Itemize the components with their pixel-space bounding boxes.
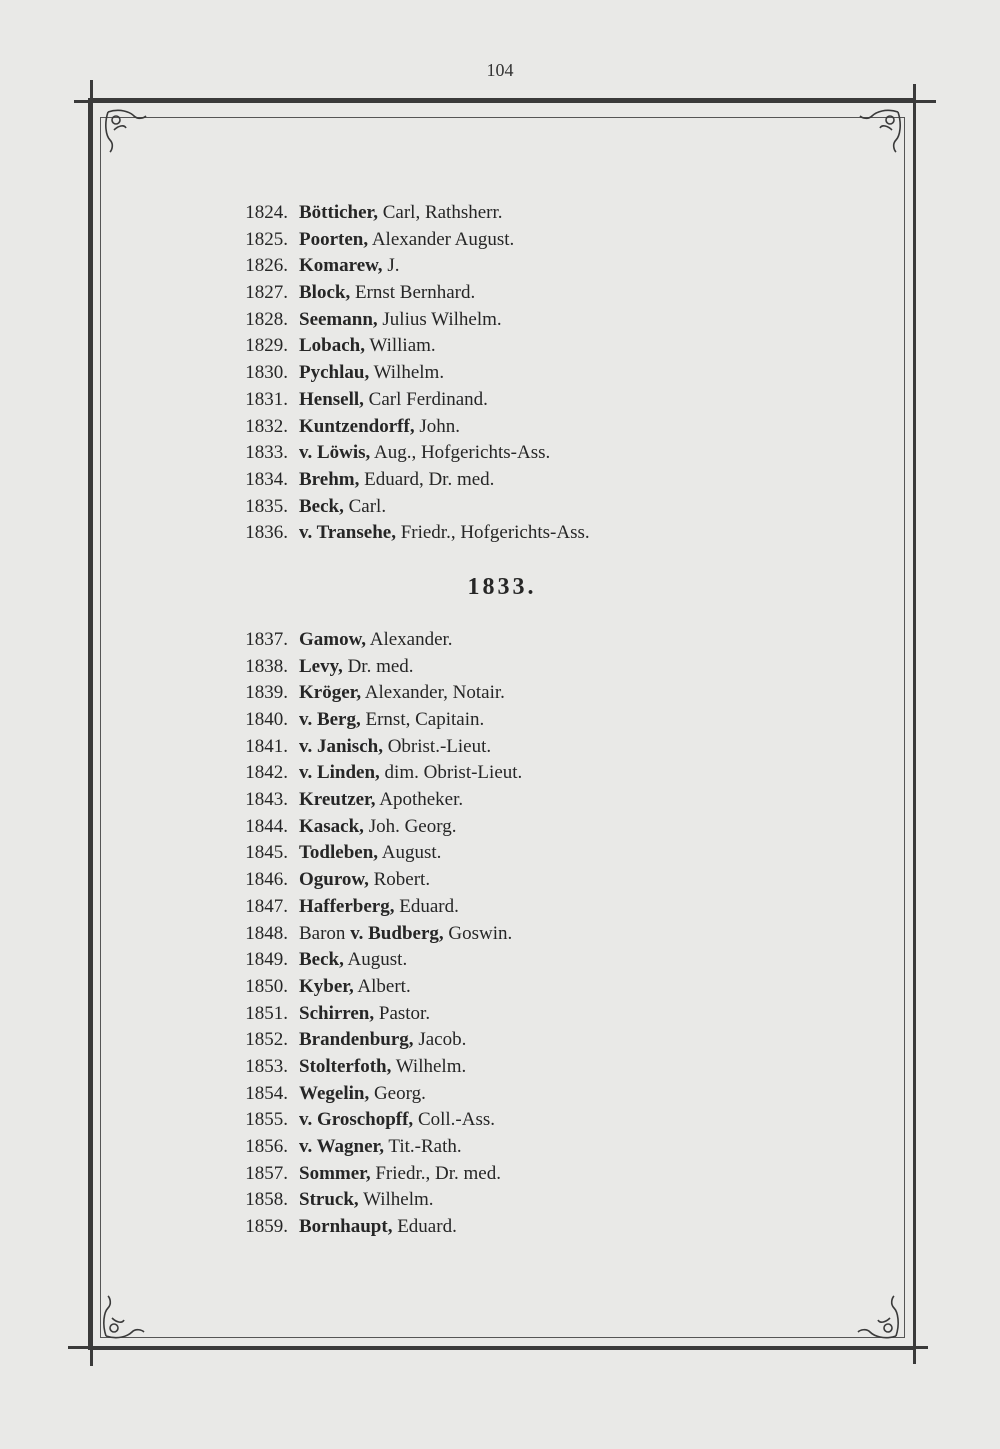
entry-name: Bötticher, — [299, 202, 378, 223]
list-item — [0, 1134, 1000, 1161]
entry-number: 1824. — [245, 202, 288, 223]
corner-ornament-icon — [858, 106, 906, 154]
entry-number: 1838. — [245, 655, 288, 677]
entry-number: 1837. — [245, 628, 288, 650]
entry-number: 1853. — [245, 1055, 288, 1077]
list-item — [0, 627, 1000, 654]
entry-detail: Wilhelm. — [391, 1055, 467, 1077]
entry-detail: Friedr., Dr. med. — [370, 1162, 501, 1184]
entry-detail: Carl, Rathsherr. — [377, 202, 503, 223]
entry-list — [0, 200, 1000, 1241]
frame-rule-top — [74, 100, 936, 103]
entry-detail: Eduard. — [392, 1216, 457, 1238]
entry-name: Kasack, — [299, 815, 364, 837]
entry-number: 1857. — [245, 1162, 288, 1184]
list-item — [0, 680, 1000, 707]
entry-detail: August. — [378, 842, 442, 864]
entry-number: 1829. — [245, 335, 288, 357]
list-item — [0, 360, 1000, 387]
entry-name: Todleben, — [299, 842, 379, 864]
entry-detail: Albert. — [353, 975, 411, 997]
list-item — [0, 333, 1000, 360]
entry-number: 1834. — [245, 468, 288, 490]
entry-detail: Apotheker. — [375, 789, 464, 811]
list-item — [0, 253, 1000, 280]
list-item — [0, 867, 1000, 894]
entry-name: Bornhaupt, — [299, 1216, 393, 1238]
entry-number: 1847. — [245, 895, 288, 917]
entry-name: v. Löwis, — [299, 442, 371, 464]
entry-detail: Aug., Hofgerichts-Ass. — [370, 442, 551, 464]
list-item — [0, 1001, 1000, 1028]
list-item — [0, 921, 1000, 948]
frame-rule-bottom — [68, 1346, 928, 1349]
entry-name: Schirren, — [299, 1002, 375, 1024]
entry-number: 1843. — [245, 789, 288, 811]
entry-number: 1854. — [245, 1082, 288, 1104]
list-item — [0, 787, 1000, 814]
entry-name: v. Wagner, — [299, 1136, 384, 1157]
entry-number: 1826. — [245, 255, 288, 277]
page-number: 104 — [486, 60, 514, 80]
list-item — [0, 840, 1000, 867]
entry-detail: Julius Wilhelm. — [377, 308, 502, 330]
entry-detail: Alexander, Notair. — [361, 682, 505, 704]
list-item — [0, 947, 1000, 974]
list-item — [0, 1027, 1000, 1054]
entry-number: 1845. — [245, 842, 288, 864]
entry-name: Block, — [299, 282, 351, 304]
entry-detail: Pastor. — [374, 1002, 431, 1024]
corner-ornament-icon — [100, 106, 148, 154]
entry-name: Kröger, — [299, 682, 362, 704]
list-item — [0, 654, 1000, 681]
entry-name: v. Linden, — [299, 762, 380, 784]
entry-detail: Eduard, Dr. med. — [359, 468, 495, 490]
entry-number: 1859. — [245, 1216, 288, 1238]
entry-number: 1832. — [245, 415, 288, 437]
entry-detail: Coll.-Ass. — [413, 1109, 496, 1131]
entry-name: Kreutzer, — [299, 789, 376, 811]
list-item — [0, 1054, 1000, 1081]
entry-name: Hensell, — [299, 388, 364, 410]
list-item — [0, 440, 1000, 467]
section-a — [0, 200, 1000, 547]
entry-name: Sommer, — [299, 1162, 371, 1184]
entry-number: 1827. — [245, 282, 288, 304]
entry-number: 1833. — [245, 442, 288, 464]
entry-number: 1840. — [245, 709, 288, 730]
entry-name: Seemann, — [299, 308, 378, 330]
list-item — [0, 200, 1000, 227]
entry-name: Kuntzendorff, — [299, 415, 415, 437]
entry-name: Wegelin, — [299, 1082, 370, 1104]
list-item — [0, 1214, 1000, 1241]
entry-detail: dim. Obrist-Lieut. — [379, 762, 523, 784]
entry-detail: Friedr., Hofgerichts-Ass. — [395, 522, 590, 544]
list-item — [0, 414, 1000, 441]
list-item — [0, 520, 1000, 547]
entry-name: Stolterfoth, — [299, 1055, 392, 1077]
entry-number: 1858. — [245, 1189, 288, 1211]
entry-detail: Obrist.-Lieut. — [382, 735, 492, 757]
entry-number: 1850. — [245, 975, 288, 997]
entry-name: Brehm, — [299, 468, 360, 490]
list-item — [0, 1107, 1000, 1134]
list-item — [0, 227, 1000, 254]
section-b — [0, 627, 1000, 1241]
entry-number: 1844. — [245, 815, 288, 837]
entry-detail: Jacob. — [413, 1029, 467, 1051]
year-heading: 1833. — [467, 573, 537, 600]
entry-name: v. Janisch, — [299, 735, 383, 757]
entry-name: v. Groschopff, — [299, 1109, 414, 1131]
entry-detail: Ernst, Capitain. — [360, 709, 485, 730]
entry-number: 1852. — [245, 1029, 288, 1051]
list-item — [0, 387, 1000, 414]
list-item — [0, 1161, 1000, 1188]
entry-number: 1830. — [245, 362, 288, 384]
entry-name: Poorten, — [299, 228, 369, 250]
entry-detail: Wilhelm. — [358, 1189, 434, 1211]
list-item — [0, 894, 1000, 921]
entry-number: 1841. — [245, 735, 288, 757]
entry-detail: Robert. — [368, 869, 431, 891]
entry-detail: Wilhelm. — [369, 362, 445, 384]
list-item — [0, 734, 1000, 761]
entry-name: Ogurow, — [299, 869, 369, 891]
entry-detail: August. — [343, 949, 408, 971]
entry-prefix: Baron — [299, 922, 351, 944]
entry-name: Hafferberg, — [299, 895, 395, 917]
entry-number: 1835. — [245, 495, 288, 517]
entry-number: 1836. — [245, 522, 288, 544]
entry-name: Lobach, — [299, 335, 365, 357]
entry-name: v. Budberg, — [350, 922, 444, 944]
entry-name: v. Berg, — [299, 709, 361, 730]
entry-detail: Dr. med. — [342, 655, 414, 677]
entry-detail: William. — [365, 335, 436, 357]
entry-number: 1831. — [245, 388, 288, 410]
list-item — [0, 814, 1000, 841]
entry-number: 1848. — [245, 922, 288, 944]
entry-detail: Joh. Georg. — [363, 815, 457, 837]
entry-number: 1842. — [245, 762, 288, 784]
corner-ornament-icon — [98, 1294, 146, 1342]
entry-number: 1846. — [245, 869, 288, 891]
list-item — [0, 1081, 1000, 1108]
entry-name: Komarew, — [299, 255, 383, 277]
entry-detail: Georg. — [369, 1082, 426, 1104]
entry-name: Levy, — [299, 655, 343, 677]
entry-detail: Tit.-Rath. — [384, 1136, 462, 1157]
corner-ornament-icon — [856, 1294, 904, 1342]
entry-name: Beck, — [299, 949, 344, 971]
entry-detail: Carl Ferdinand. — [363, 388, 488, 410]
list-item — [0, 307, 1000, 334]
entry-number: 1828. — [245, 308, 288, 330]
entry-detail: Alexander August. — [368, 228, 515, 250]
entry-name: Pychlau, — [299, 362, 370, 384]
entry-number: 1856. — [245, 1136, 288, 1157]
entry-name: Kyber, — [299, 975, 354, 997]
entry-number: 1839. — [245, 682, 288, 704]
entry-detail: Carl. — [343, 495, 387, 517]
entry-number: 1825. — [245, 228, 288, 250]
entry-name: Struck, — [299, 1189, 359, 1211]
entry-name: Gamow, — [299, 628, 367, 650]
entry-detail: Goswin. — [443, 922, 513, 944]
list-item — [0, 280, 1000, 307]
entry-name: v. Transehe, — [299, 522, 396, 544]
entry-number: 1855. — [245, 1109, 288, 1131]
entry-number: 1849. — [245, 949, 288, 971]
entry-detail: Alexander. — [366, 628, 453, 650]
entry-detail: John. — [414, 415, 460, 437]
list-item — [0, 760, 1000, 787]
entry-name: Brandenburg, — [299, 1029, 414, 1051]
entry-detail: J. — [382, 255, 400, 277]
entry-detail: Ernst Bernhard. — [350, 282, 476, 304]
list-item — [0, 494, 1000, 521]
list-item — [0, 467, 1000, 494]
list-item — [0, 1187, 1000, 1214]
entry-detail: Eduard. — [394, 895, 459, 917]
entry-number: 1851. — [245, 1002, 288, 1024]
entry-name: Beck, — [299, 495, 344, 517]
list-item — [0, 974, 1000, 1001]
list-item — [0, 707, 1000, 734]
